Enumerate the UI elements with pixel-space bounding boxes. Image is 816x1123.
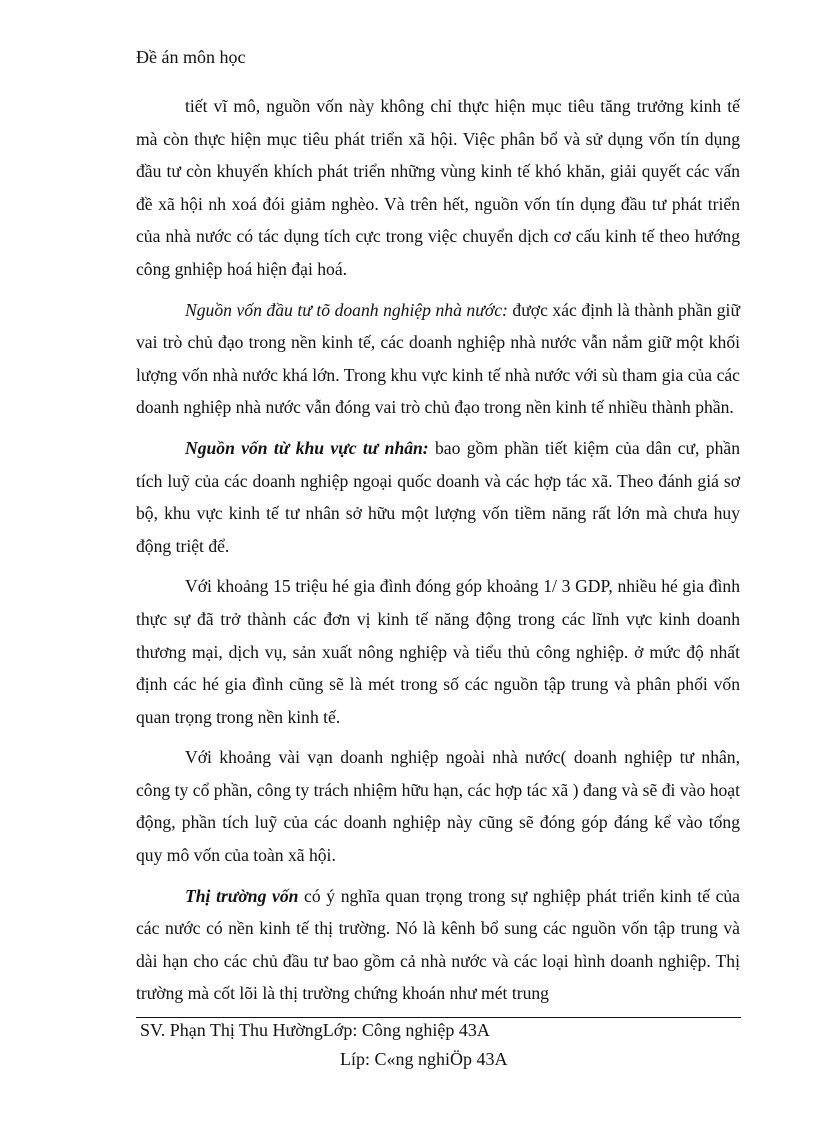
paragraph-6 (136, 880, 740, 1010)
paragraph-6-lead: Thị trường vốn (185, 885, 299, 906)
paragraph-5-text: Với khoảng vài vạn doanh nghiệp ngoài nhà nước( doanh nghiệp tư nhân, công ty cổ phần, công ty trách nhiệm hữu hạn, các hợp tác xã ) đang và sẽ đi vào hoạt động, phần tích luỹ của các doanh nghiệp này cũng sẽ đóng góp đáng kể vào tổng quy mô vốn của toàn xã hội. (136, 747, 740, 866)
paragraph-4 (136, 570, 740, 733)
paragraph-2-text: được xác định là thành phần giữ vai trò chủ đạo trong nền kinh tế, các doanh nghiệp nhà nước vẫn nắm giữ một khối lượng vốn nhà nước khá lớn. Trong khu vực kinh tế nhà nước với sù tham gia của các doanh nghiệp nhà nước vẫn đóng vai trò chủ đạo trong nền kinh tế nhiều thành phần. (136, 299, 740, 418)
paragraph-3 (136, 432, 740, 562)
paragraph-2-lead: Nguồn vốn đầu tư tõ doanh nghiệp nhà nước: (185, 299, 508, 320)
paragraph-4-text: Với khoảng 15 triệu hé gia đình đóng góp khoảng 1/ 3 GDP, nhiều hé gia đình thực sự đã trở thành các đơn vị kinh tế năng động trong các lĩnh vực kinh doanh thương mại, dịch vụ, sản xuất nông nghiệp và tiểu thủ công nghiệp. ở mức độ nhất định các hé gia đình cũng sẽ là mét trong số các nguồn tập trung và phân phối vốn quan trọng trong nền kinh tế. (136, 576, 740, 727)
footer-class-line: Líp: C«ng nghiÖp 43A (340, 1049, 508, 1069)
paragraph-2 (136, 294, 740, 424)
paragraph-1 (136, 90, 740, 286)
paragraph-6-text: có ý nghĩa quan trọng trong sự nghiệp phát triển kinh tế của các nước có nền kinh tế thị trường. Nó là kênh bổ sung các nguồn vốn tập trung và dài hạn cho các chủ đầu tư bao gồm cả nhà nước và các loại hình doanh nghiệp. Thị trường mà cốt lõi là thị trường chứng khoán như mét trung (136, 885, 740, 1004)
page-header: Đề án môn học (136, 47, 246, 67)
paragraph-3-lead: Nguồn vốn từ khu vực tư nhân: (185, 437, 429, 458)
footer-student-line: SV. Phạn Thị Thu HườngLớp: Công nghiệp 43A (140, 1020, 490, 1040)
paragraph-5 (136, 741, 740, 871)
footer-divider (136, 1017, 741, 1018)
paragraph-1-text: tiết vĩ mô, nguồn vốn này không chỉ thực hiện mục tiêu tăng trưởng kinh tế mà còn thực hiện mục tiêu phát triển xã hội. Việc phân bổ và sử dụng vốn tín dụng đầu tư còn khuyến khích phát triển những vùng kinh tế khó khăn, giải quyết các vấn đề xã hội nh xoá đói giảm nghèo. Và trên hết, nguồn vốn tín dụng đầu tư phát triển của nhà nước có tác dụng tích cực trong việc chuyển dịch cơ cấu kinh tế theo hướng công gnhiệp hoá hiện đại hoá. (136, 96, 740, 279)
paragraph-3-text: bao gồm phần tiết kiệm của dân cư, phần tích luỹ của các doanh nghiệp ngoại quốc doanh và các hợp tác xã. Theo đánh giá sơ bộ, khu vực kinh tế tư nhân sở hữu một lượng vốn tiềm năng rất lớn mà chưa huy động triệt để. (136, 437, 740, 556)
document-body (136, 90, 740, 1018)
